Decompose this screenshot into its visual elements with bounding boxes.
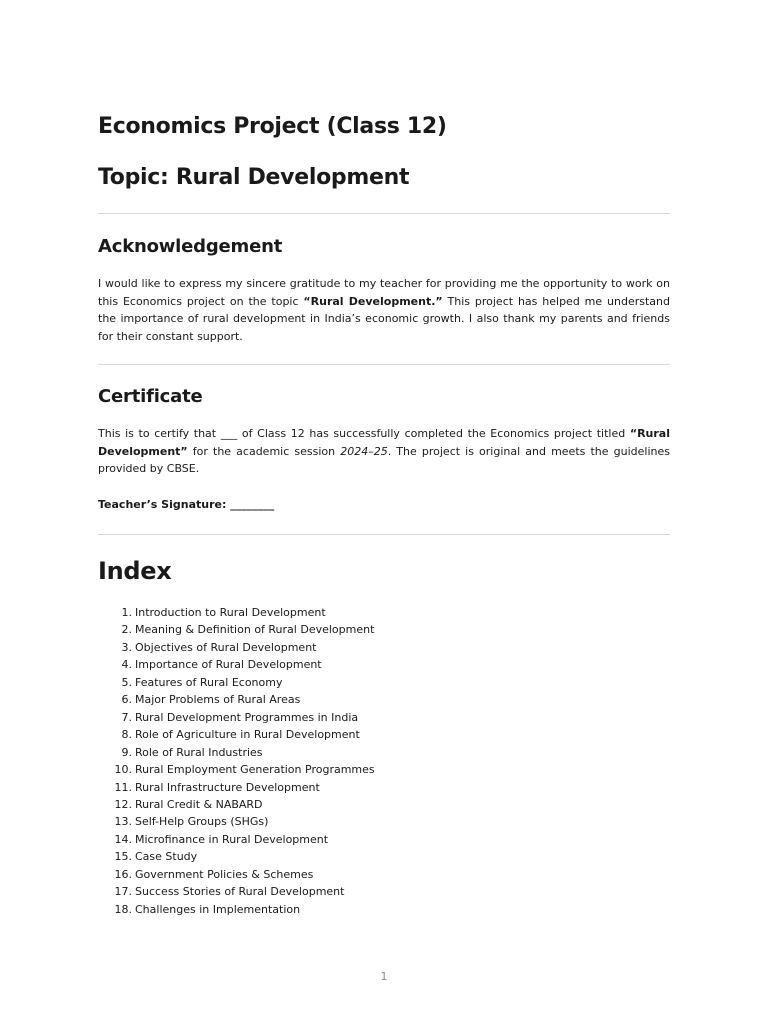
index-item-number: 1. (121, 606, 132, 619)
index-item-number: 9. (121, 745, 132, 759)
index-item-label: Case Study (135, 850, 198, 864)
index-item-number: 18. (114, 902, 132, 916)
certificate-title-bold: “Rural Development” (98, 427, 670, 458)
index-item-number: 13. (114, 815, 132, 829)
index-item-number: 10. (114, 763, 132, 777)
index-item-number: 6. (121, 693, 132, 707)
divider (98, 534, 670, 535)
index-item (98, 691, 375, 708)
index-item-label: Major Problems of Rural Areas (135, 693, 301, 707)
index-item (98, 621, 375, 638)
index-item-number: 14. (114, 832, 132, 846)
divider (98, 364, 670, 365)
index-item-number: 17. (114, 885, 132, 899)
index-item-label: Meaning & Definition of Rural Development (135, 623, 375, 637)
index-item (98, 883, 375, 900)
index-item-label: Role of Agriculture in Rural Development (135, 728, 360, 742)
index-item-label: Rural Employment Generation Programmes (135, 763, 375, 777)
index-item (98, 709, 375, 726)
index-item (98, 761, 375, 778)
index-item (98, 674, 375, 691)
index-item (98, 796, 375, 813)
acknowledgement-text-part: I would like to express my sincere gratitude to my teacher for providing me the opportunity to work on this Economics project on the topic (98, 277, 670, 308)
certificate-text-part: This is to certify that ___ of Class 12 has successfully completed the Economics project titled (98, 427, 630, 440)
acknowledgement-text-part: This project has helped me understand the importance of rural development in India’s economic growth. I also thank my parents and friends for their constant support. (98, 294, 671, 343)
page-number: 1 (380, 970, 388, 983)
index-item-number: 4. (121, 658, 132, 672)
topic-title: Topic: Rural Development (98, 165, 410, 190)
index-item-label: Features of Rural Economy (135, 675, 283, 689)
index-item-number: 15. (114, 850, 132, 864)
index-item (98, 604, 375, 621)
acknowledgement-topic-bold: “Rural Development.” (303, 294, 443, 308)
teacher-signature-line: Teacher’s Signature: ________ (98, 498, 275, 511)
project-title: Economics Project (Class 12) (98, 114, 447, 139)
index-item-label: Rural Credit & NABARD (135, 797, 263, 811)
certificate-text-part: . The project is original and meets the guidelines provided by CBSE. (98, 444, 670, 475)
index-item (98, 656, 375, 673)
certificate-heading: Certificate (98, 386, 203, 407)
index-item-number: 11. (114, 780, 132, 794)
index-item (98, 813, 375, 830)
index-item (98, 848, 375, 865)
divider (98, 213, 670, 214)
certificate-text (98, 425, 670, 478)
index-item-number: 7. (121, 710, 132, 724)
acknowledgement-heading: Acknowledgement (98, 236, 283, 257)
acknowledgement-text (98, 275, 670, 345)
index-item-number: 16. (114, 867, 132, 881)
index-item-label: Objectives of Rural Development (135, 640, 317, 654)
index-item-label: Introduction to Rural Development (135, 606, 326, 619)
index-list (98, 604, 375, 918)
index-item-number: 3. (121, 640, 132, 654)
index-item-label: Government Policies & Schemes (135, 867, 314, 881)
index-item (98, 744, 375, 761)
index-heading: Index (98, 557, 172, 585)
index-item-label: Challenges in Implementation (135, 902, 301, 916)
index-item-number: 8. (121, 728, 132, 742)
index-item-number: 2. (121, 623, 132, 637)
index-item-label: Importance of Rural Development (135, 658, 322, 672)
index-item-label: Self-Help Groups (SHGs) (135, 815, 269, 829)
index-item (98, 726, 375, 743)
index-item-number: 12. (114, 797, 132, 811)
academic-session: 2024–25 (340, 444, 388, 458)
index-item-label: Role of Rural Industries (135, 745, 263, 759)
index-item-label: Rural Development Programmes in India (135, 710, 359, 724)
index-item (98, 831, 375, 848)
index-item (98, 866, 375, 883)
index-item-label: Success Stories of Rural Development (135, 885, 345, 899)
certificate-text-part: for the academic session (187, 444, 341, 458)
index-item-label: Rural Infrastructure Development (135, 780, 320, 794)
index-item (98, 639, 375, 656)
index-item (98, 779, 375, 796)
index-item (98, 901, 375, 918)
index-item-label: Microfinance in Rural Development (135, 832, 329, 846)
index-item-number: 5. (121, 675, 132, 689)
